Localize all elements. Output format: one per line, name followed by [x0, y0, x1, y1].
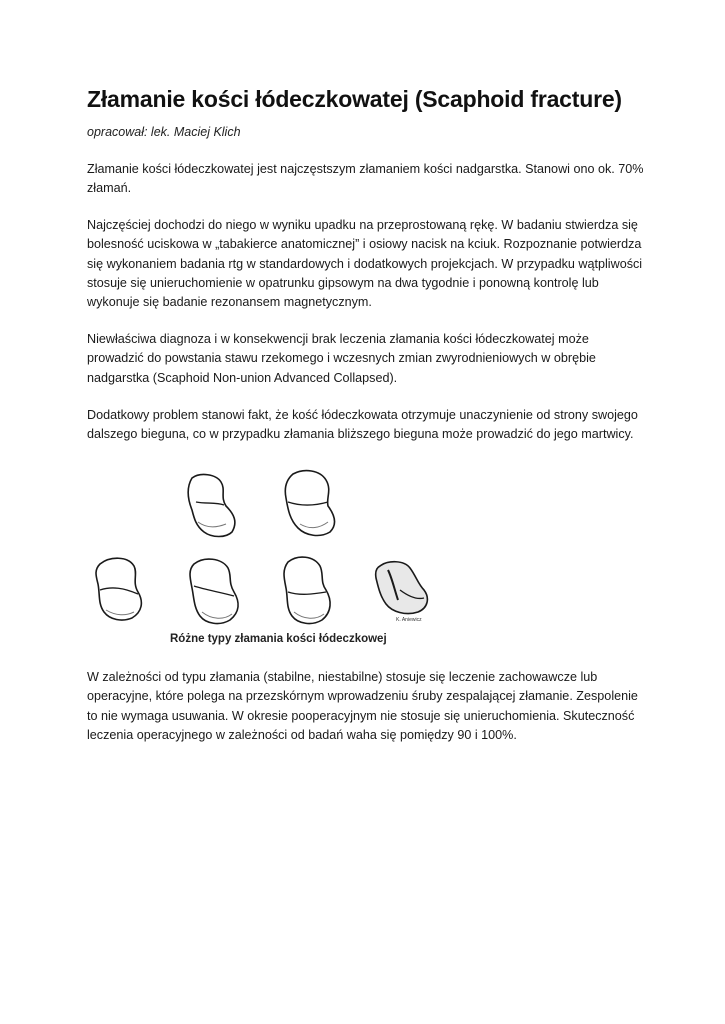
author-line: opracował: lek. Maciej Klich — [87, 125, 241, 139]
illustrator-signature: K. Aniewicz — [396, 617, 422, 623]
bone-drawing-1 — [188, 475, 235, 537]
scaphoid-fracture-illustration — [88, 462, 453, 657]
paragraph-1: Złamanie kości łódeczkowatej jest najczęstszym złamaniem kości nadgarstka. Stanowi ono ok. 70% złamań. — [87, 162, 644, 196]
paragraph-5: W zależności od typu złamania (stabilne, niestabilne) stosuje się leczenie zachowawcze lub operacyjne, które polega na przezskórnym wprowadzeniu śruby zespalającej złamanie. Zespolenie to nie wymaga usuwania. W okresie pooperacyjnym nie stosuje się unieruchomienia. Skuteczność leczenia operacyjnego w zależności od badań waha się pomiędzy 90 i 100%. — [87, 670, 638, 742]
bone-drawing-2 — [285, 471, 334, 536]
bone-drawing-6 — [376, 562, 428, 614]
paragraph-4: Dodatkowy problem stanowi fakt, że kość łódeczkowata otrzymuje unaczynienie od strony swojego dalszego bieguna, co w przypadku złamania bliższego bieguna może prowadzić do jego martwicy. — [87, 408, 638, 442]
bone-drawing-5 — [284, 557, 330, 623]
paragraph-2: Najczęściej dochodzi do niego w wyniku upadku na przeprostowaną rękę. W badaniu stwierdza się bolesność uciskowa w „tabakierce anatomicznej” i osiowy nacisk na kciuk. Rozpoznanie potwierdza się wykonaniem badania rtg w standardowych i dodatkowych projekcjach. W przypadku wątpliwości stosuje się unieruchomienie w opatrunku gipsowym na dwa tygodnie i ponowną kontrolę lub wykonuje się badanie rezonansem magnetycznym. — [87, 218, 643, 310]
page-title: Złamanie kości łódeczkowatej (Scaphoid fracture) — [87, 86, 622, 112]
bone-drawing-3 — [96, 558, 141, 620]
paragraph-3: Niewłaściwa diagnoza i w konsekwencji brak leczenia złamania kości łódeczkowatej może prowadzić do powstania stawu rzekomego i wczesnych zmian zwyrodnieniowych w obrębie nadgarstka (Scaphoid Non-union Advanced Collapsed). — [87, 332, 596, 385]
bone-drawing-4 — [190, 559, 238, 623]
figure-caption: Różne typy złamania kości łódeczkowej — [170, 633, 387, 645]
